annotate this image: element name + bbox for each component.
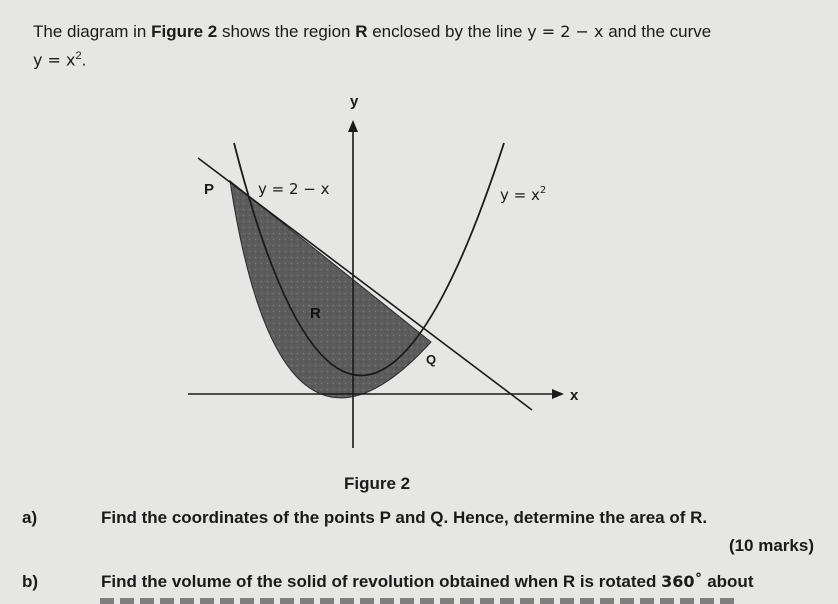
intro-line-2: [33, 50, 86, 71]
question-b-label: b): [22, 572, 39, 591]
question-b-angle: 360˚: [661, 572, 703, 591]
intro-text: and the curve: [603, 22, 712, 41]
figure-caption: Figure 2: [344, 474, 411, 493]
y-axis-label: y: [350, 93, 359, 110]
cut-off-text-line: [100, 598, 740, 604]
figure-reference: Figure 2: [151, 22, 218, 41]
line-equation-label: y = 2 − x: [258, 180, 330, 198]
question-a-text: Find the coordinates of the points P and Q. Hence, determine the area of R.: [101, 508, 708, 527]
curve-exponent: 2: [75, 50, 82, 62]
region-r-label: R: [310, 305, 321, 322]
curve-equation-label: [500, 185, 546, 204]
line-equation: y = 2 − x: [527, 22, 604, 41]
curve-label-exponent: 2: [539, 185, 547, 196]
question-a-label: a): [22, 508, 38, 527]
figure-2-diagram: [170, 88, 590, 458]
question-b-text-after: about: [702, 572, 754, 591]
region-r: [230, 181, 431, 398]
x-axis-arrow: [552, 389, 564, 399]
question-b-text-before: Find the volume of the solid of revolution obtained when R is rotated: [101, 572, 662, 591]
y-axis-arrow: [348, 120, 358, 132]
question-b-text: [101, 572, 753, 592]
question-a-marks: (10 marks): [728, 536, 814, 555]
intro-text: enclosed by the line: [367, 22, 528, 41]
intro-period: .: [81, 50, 87, 70]
curve-equation: y = x: [33, 50, 76, 70]
intro-text: The diagram in: [33, 22, 152, 41]
point-p-label: P: [204, 181, 215, 198]
intro-text: shows the region: [217, 22, 356, 41]
intro-line-1: [33, 22, 711, 42]
curve-label-base: y = x: [500, 186, 540, 204]
point-q-label: Q: [426, 352, 437, 367]
region-reference: R: [355, 22, 368, 41]
x-axis-label: x: [570, 387, 579, 404]
